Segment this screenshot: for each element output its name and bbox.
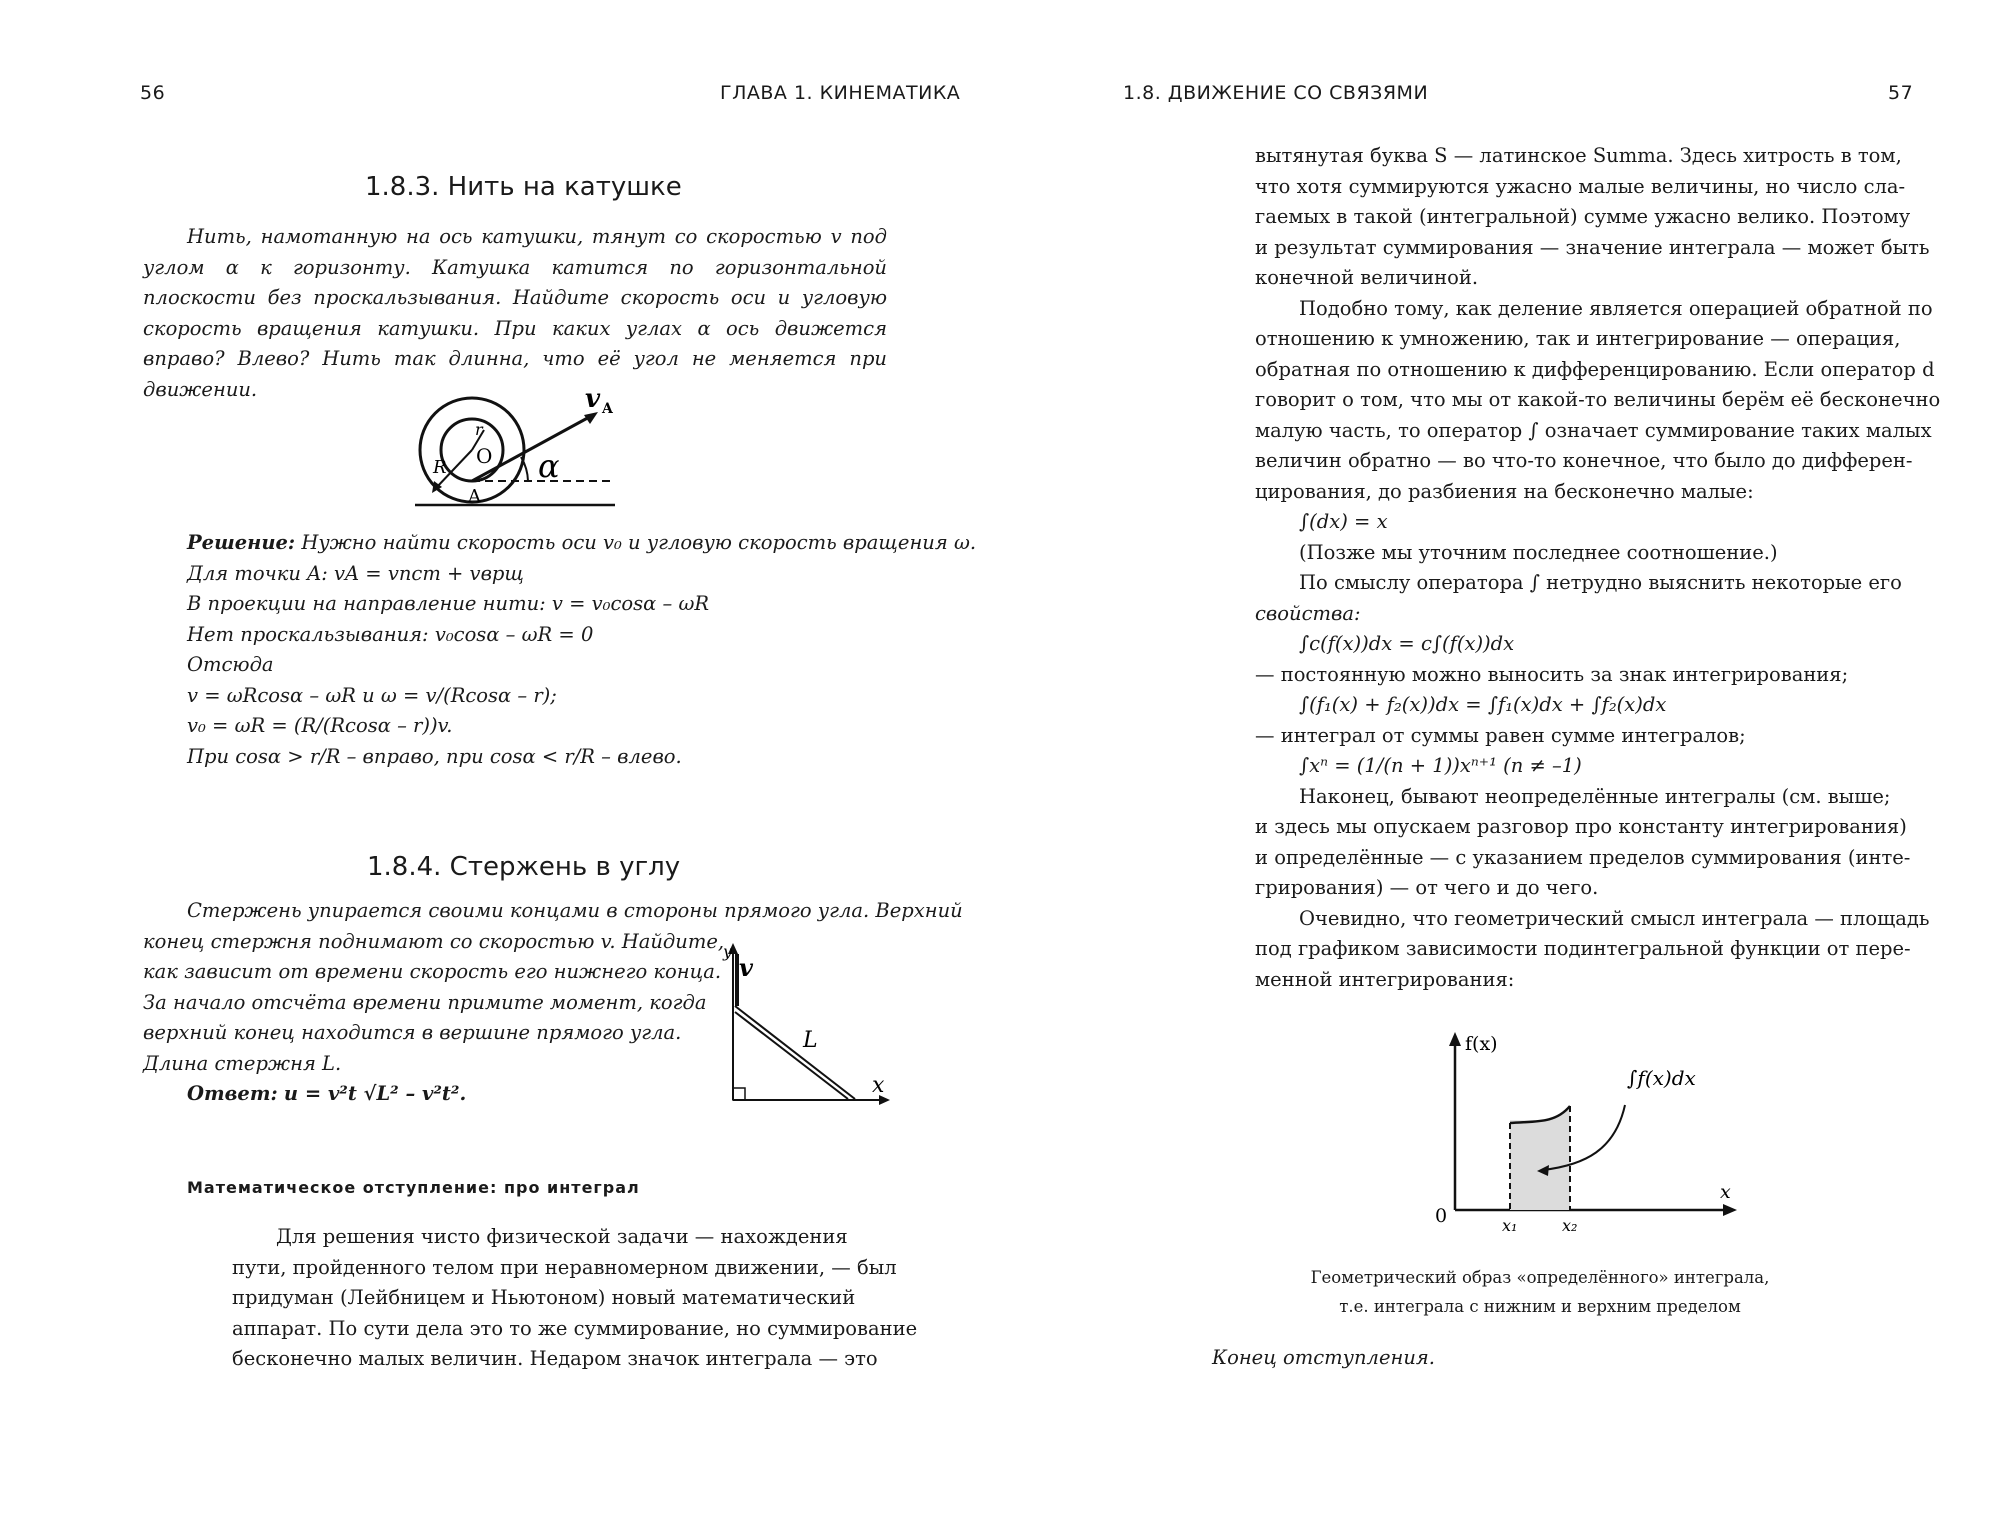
right-line-0: вытянутая буква S — латинское Summa. Здесь хитрость в том,: [1255, 144, 1902, 167]
label-v: v: [739, 953, 753, 982]
label-R: R: [433, 457, 447, 478]
end-of-digression: Конец отступления.: [1212, 1346, 1436, 1369]
rod-edge-inner: [735, 1012, 848, 1099]
digression-title: Математическое отступление: про интеграл: [187, 1178, 640, 1197]
digression-line-2: придуман (Лейбницем и Ньютоном) новый математический: [232, 1286, 856, 1309]
label-fx: f(x): [1465, 1033, 1498, 1055]
right-line-4: конечной величиной.: [1255, 266, 1479, 289]
rod-line-3: За начало отсчёта времени примите момент, когда: [143, 990, 707, 1014]
label-x2: x₂: [1562, 1216, 1578, 1235]
digression-line-3: аппарат. По сути дела это то же суммирование, но суммирование: [232, 1316, 918, 1340]
page-number-left: 56: [140, 82, 166, 104]
solution-line-5: v = ωRcosα – ωR и ω = v/(Rcosα – r);: [187, 683, 557, 707]
right-line-17: — постоянную можно выносить за знак интегрирования;: [1255, 662, 1849, 686]
solution-line-6: v₀ = ωR = (R/(Rcosα – r))v.: [187, 714, 453, 737]
right-line-15: свойства:: [1255, 601, 1361, 625]
page-number-right: 57: [1888, 82, 1914, 104]
right-line-23: и определённые — с указанием пределов суммирования (инте-: [1255, 845, 1911, 869]
right-line-1: что хотя суммируются ужасно малые величины, но число сла-: [1255, 174, 1906, 198]
label-x: x: [872, 1073, 885, 1098]
running-head-left: ГЛАВА 1. КИНЕМАТИКА: [720, 82, 961, 104]
running-head-right: 1.8. ДВИЖЕНИЕ СО СВЯЗЯМИ: [1123, 82, 1429, 104]
label-alpha: α: [538, 447, 560, 485]
right-line-5: Подобно тому, как деление является операцией обратной по: [1299, 296, 1933, 320]
right-line-9: малую часть, то оператор ∫ означает суммирование таких малых: [1255, 418, 1932, 442]
right-line-8: говорит о том, что мы от какой-то величины берём её бесконечно: [1255, 388, 1941, 411]
caption-line-0: Геометрический образ «определённого» интеграла,: [1310, 1268, 1770, 1287]
rod-edge-outer: [735, 1006, 855, 1099]
problem-text-spool: [143, 222, 887, 405]
label-x1: x₁: [1502, 1216, 1518, 1235]
solution-label: Решение:: [187, 531, 296, 554]
right-line-19: — интеграл от суммы равен сумме интегралов;: [1255, 723, 1746, 747]
section-title-1-8-4: 1.8.4. Стержень в углу: [367, 852, 681, 882]
formula-power: ∫xⁿ = (1/(n + 1))xⁿ⁺¹ (n ≠ –1): [1299, 754, 1582, 777]
digression-block: [232, 1222, 918, 1375]
digression-line-0: Для решения чисто физической задачи — нахождения: [276, 1225, 848, 1248]
formula-integral-dx: ∫(dx) = x: [1299, 510, 1388, 533]
right-line-11: цирования, до разбиения на бесконечно малые:: [1255, 479, 1754, 503]
right-line-22: и здесь мы опускаем разговор про константу интегрирования): [1255, 815, 1907, 838]
solution-line-3: Нет проскальзывания: v₀cosα – ωR = 0: [187, 622, 594, 646]
label-vA-subscript: A: [602, 401, 613, 417]
answer-formula: u = v²t √L² – v²t².: [283, 1082, 467, 1105]
solution-intro: Нужно найти скорость оси v₀ и угловую скорость вращения ω.: [301, 531, 977, 554]
right-line-21: Наконец, бывают неопределённые интегралы (см. выше;: [1299, 784, 1891, 808]
solution-line-0: [187, 528, 977, 559]
label-zero: 0: [1435, 1205, 1448, 1227]
right-line-24: грирования) — от чего и до чего.: [1255, 876, 1599, 899]
angle-arc: [521, 457, 528, 481]
figure-caption: [1260, 1263, 1820, 1321]
solution-line-4: Отсюда: [187, 653, 274, 676]
spool-figure: [410, 385, 640, 520]
label-vA: v: [585, 385, 601, 414]
right-line-26: под графиком зависимости подинтегральной функции от пере-: [1255, 937, 1911, 960]
right-line-3: и результат суммирования — значение интеграла — может быть: [1255, 235, 1930, 259]
x-axis-integral-arrowhead: [1723, 1204, 1737, 1216]
digression-line-1: пути, пройденного телом при неравномерном движении, — был: [232, 1255, 897, 1279]
right-line-2: гаемых в такой (интегральной) сумме ужасно велико. Поэтому: [1255, 205, 1911, 228]
label-O: O: [476, 444, 493, 468]
rod-line-0: Стержень упирается своими концами в стороны прямого угла. Верхний: [187, 899, 963, 922]
solution-block: [187, 528, 977, 772]
right-line-13: (Позже мы уточним последнее соотношение.): [1299, 540, 1778, 564]
right-line-10: величин обратно — во что-то конечное, что было до дифферен-: [1255, 449, 1913, 472]
right-text-block: [1255, 141, 1941, 995]
solution-line-1: Для точки A: vA = vпст + vврщ: [187, 561, 524, 585]
rod-line-5: Длина стержня L.: [143, 1051, 342, 1075]
right-page: [1000, 0, 2000, 1518]
right-line-7: обратная по отношению к дифференцированию. Если оператор d: [1255, 357, 1935, 381]
digression-line-4: бесконечно малых величин. Недаром значок интеграла — это: [232, 1347, 878, 1370]
rod-line-1: конец стержня поднимают со скоростью v. Найдите,: [143, 929, 725, 953]
formula-sum: ∫(f₁(x) + f₂(x))dx = ∫f₁(x)dx + ∫f₂(x)dx: [1299, 693, 1667, 716]
caption-line-1: т.е. интеграла с нижним и верхним пределом: [1339, 1297, 1741, 1316]
answer-label: Ответ:: [187, 1082, 278, 1105]
rod-line-2: как зависит от времени скорость его нижнего конца.: [143, 960, 722, 983]
rod-figure: [705, 940, 890, 1115]
solution-line-7: При cosα > r/R – вправо, при cosα < r/R – влево.: [187, 744, 682, 768]
section-title-1-8-3: 1.8.3. Нить на катушке: [365, 172, 682, 202]
rod-line-4: верхний конец находится в вершине прямого угла.: [143, 1021, 682, 1044]
solution-line-2: В проекции на направление нити: v = v₀cosα – ωR: [187, 592, 710, 615]
integral-figure: [1415, 1020, 1745, 1235]
right-line-27: менной интегрирования:: [1255, 967, 1515, 991]
problem-paragraph: Нить, намотанную на ось катушки, тянут со скоростью v под углом α к горизонту. Катушка катится по горизонтальной плоскости без проскальзывания. Найдите скорость оси и угловую скорость вращения катушки. При каких углах α ось движется вправо? Влево? Нить так длинна, что её угол не меняется при движении.: [143, 225, 887, 401]
label-r: r: [475, 420, 483, 439]
right-angle-mark: [733, 1088, 745, 1100]
right-line-14: По смыслу оператора ∫ нетрудно выяснить некоторые его: [1299, 571, 1902, 594]
label-y: y: [723, 942, 733, 961]
fx-axis-arrowhead: [1449, 1032, 1461, 1046]
right-line-25: Очевидно, что геометрический смысл интеграла — площадь: [1299, 906, 1930, 930]
label-integral: ∫f(x)dx: [1627, 1066, 1696, 1090]
label-A: A: [468, 486, 481, 507]
label-x-integral: x: [1720, 1181, 1731, 1203]
label-L: L: [803, 1028, 818, 1053]
formula-constant: ∫c(f(x))dx = c∫(f(x))dx: [1299, 632, 1515, 655]
right-line-6: отношению к умножению, так и интегрирование — операция,: [1255, 327, 1901, 350]
